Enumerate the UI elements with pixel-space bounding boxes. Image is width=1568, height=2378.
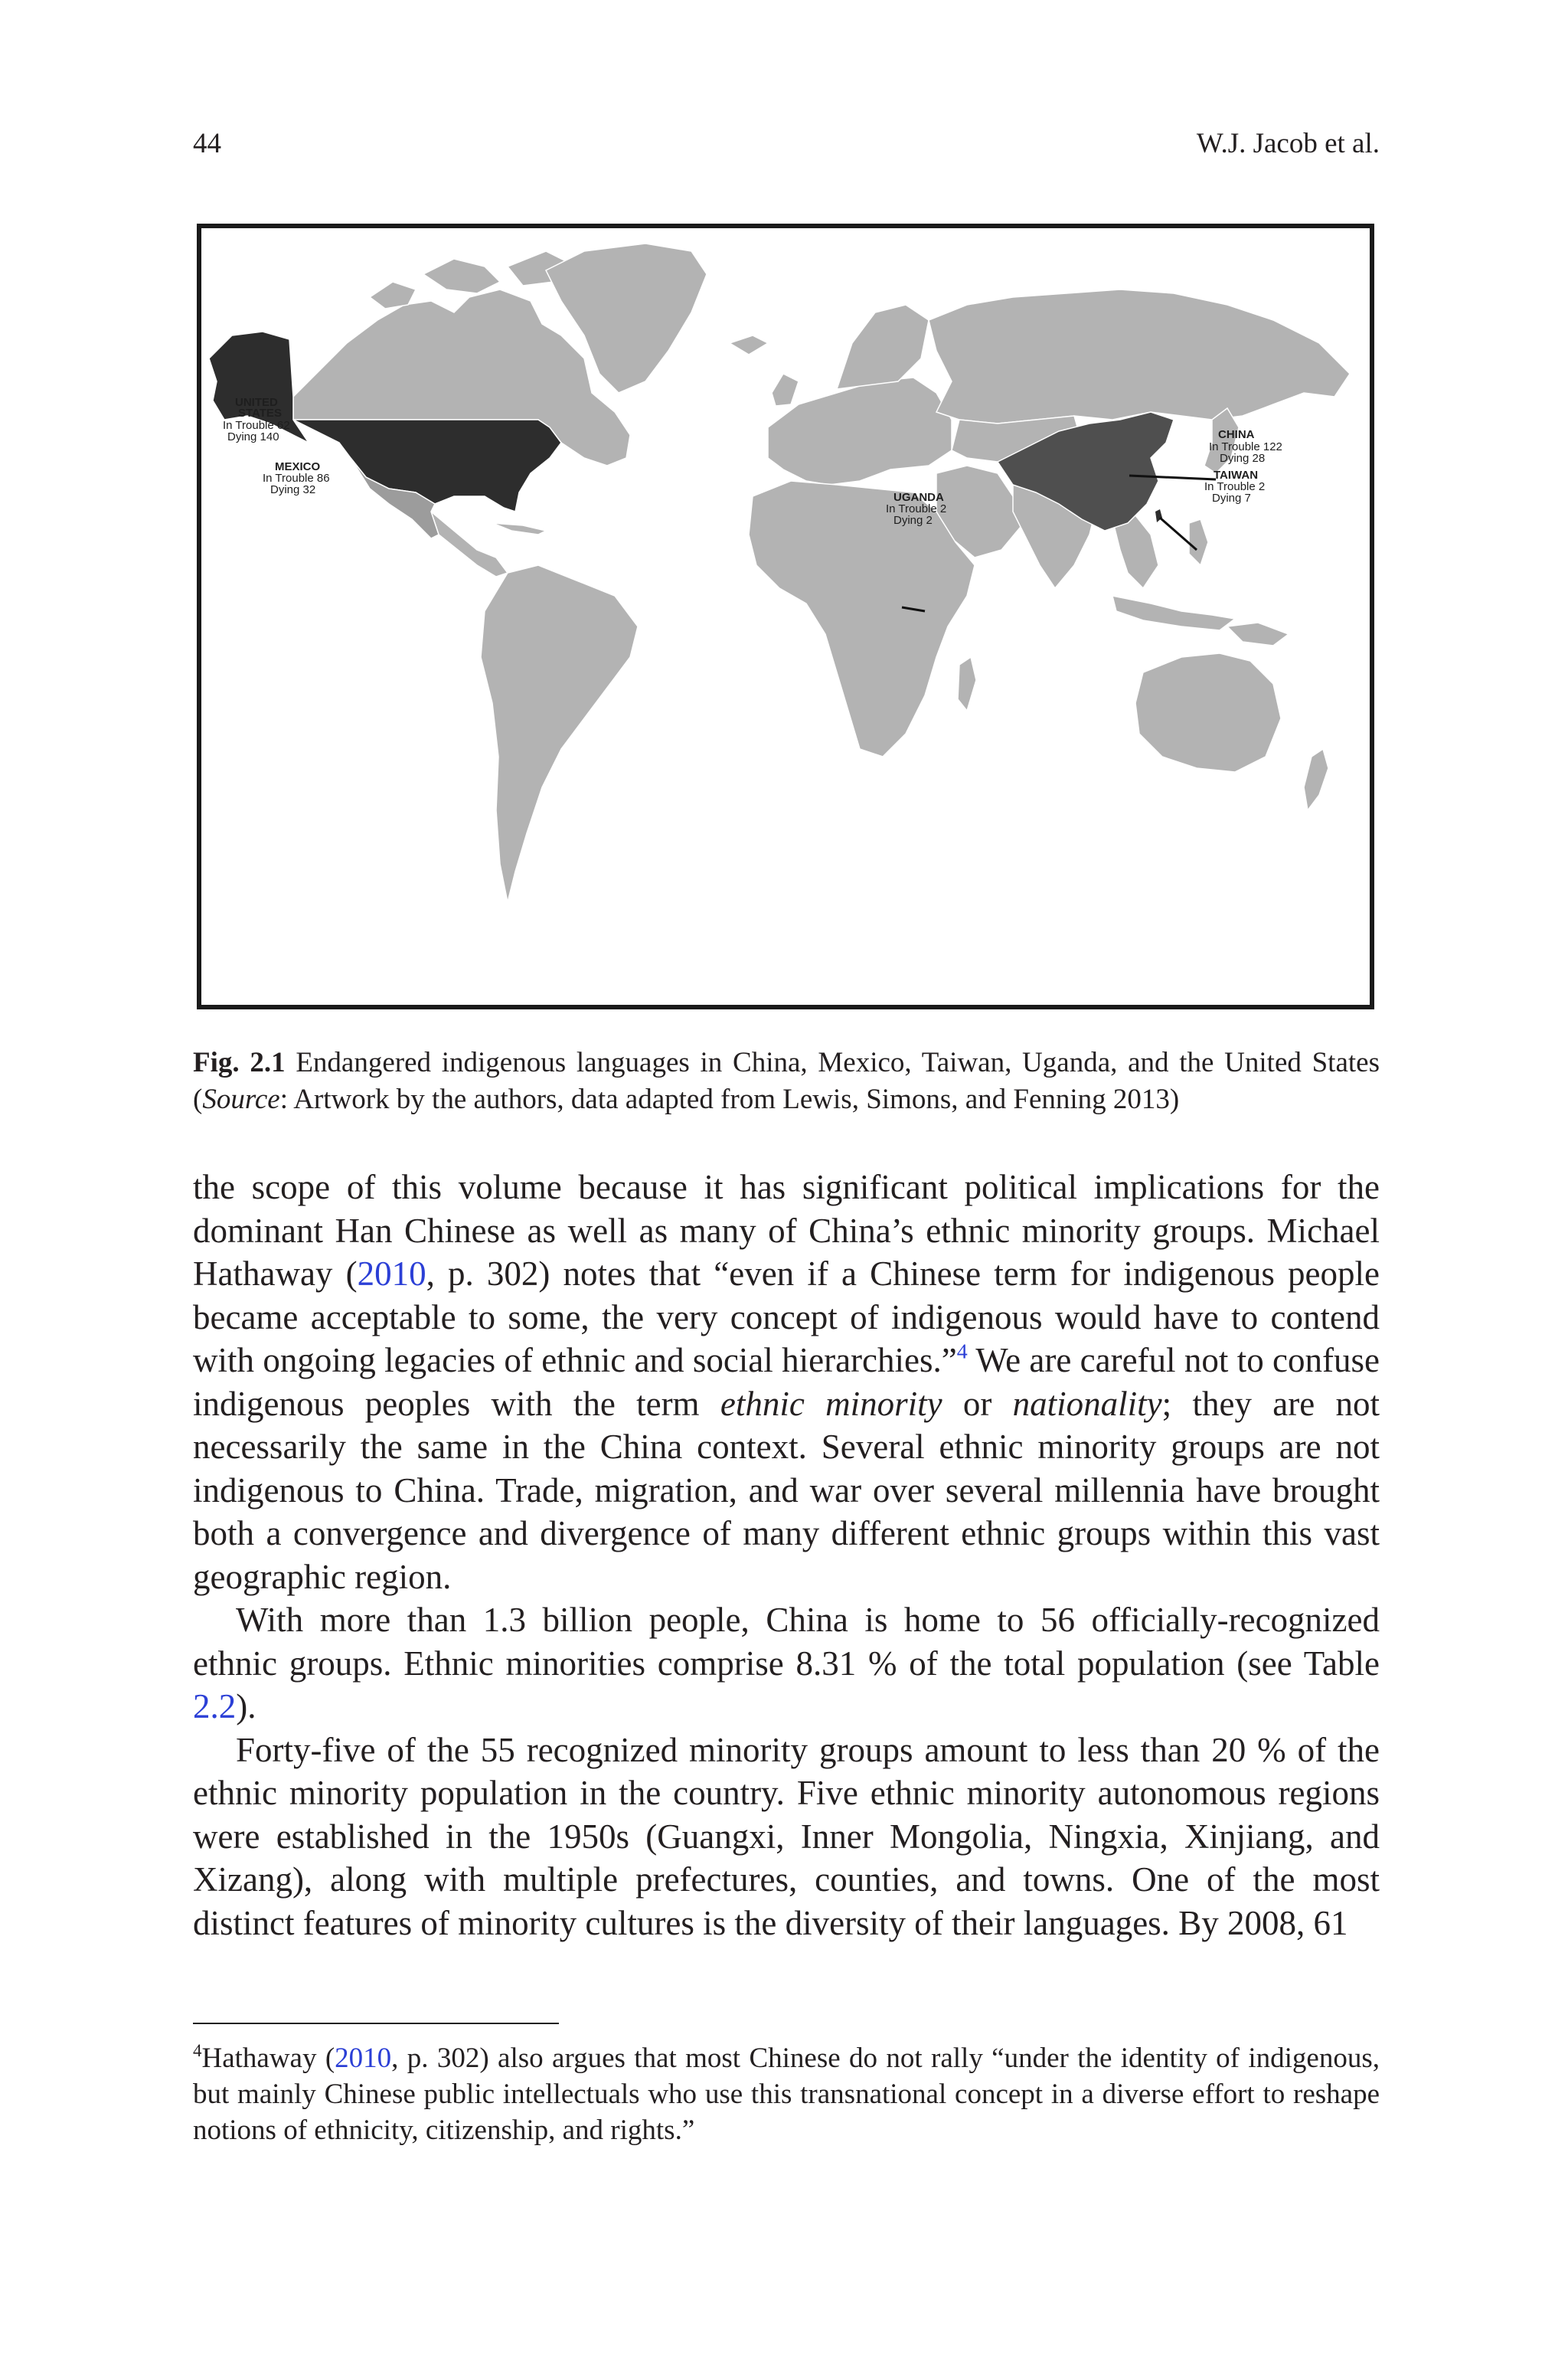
mexico-label-dying: Dying 32 [270,483,316,496]
australia [1135,653,1281,772]
footnote: $^4$Hathaway (2010, p. 302) also argues that most Chinese do not rally “under the identity of indigenous, but mainly Chinese public intellectuals who use this transnational concept in a diverse effort to reshape notions of ethnicity, citizenship, and rights.” [193,2040,1380,2146]
us-label-name1: UNITED [235,396,278,409]
figure-caption: Fig. 2.1 Endangered indigenous languages in China, Mexico, Taiwan, Uganda, and the United States (Source: Artwork by the authors, data adapted from Lewis, Simons, and Fenning 2013) [193,1047,1380,1115]
paragraph-1: the scope of this volume because it has significant political implications for the dominant Han Chinese as well as many of China’s ethnic minority groups. Michael Hathaway (2010, p. 302) notes that “even if a Chinese term for indigenous people became acceptable to some, the very concept of indigenous would have to contend with ongoing legacies of ethnic and social hierarchies.”$^4$ We are careful not to confuse indigenous peoples with the term ethnic minority or nationality; they are not necessarily the same in the China context. Several ethnic minority groups are not indigenous to China. Trade, migration, and war over several millennia have brought both a convergence and divergence of many different ethnic groups within this vast geographic region. [193,1168,1380,1596]
central-america [431,512,508,577]
taiwan-label-trouble: In Trouble 2 [1204,480,1266,493]
footnote-citation-link[interactable]: 2010 [335,2043,392,2074]
europe [768,378,952,485]
footnote-ref-4[interactable]: 4 [956,1339,968,1364]
china-label-trouble: In Trouble 122 [1209,440,1282,453]
citation-link-2010[interactable]: 2010 [357,1254,426,1293]
us-label-name2: STATES [238,407,282,420]
china-label-name: CHINA [1218,428,1255,441]
new-zealand [1304,749,1328,810]
mexico-label-name: MEXICO [275,460,321,473]
south-america [481,565,638,902]
uganda-label-name: UGANDA [893,491,944,504]
uganda-label-trouble: In Trouble 2 [886,502,947,515]
uganda-label-dying: Dying 2 [893,514,933,527]
mexico-label-trouble: In Trouble 86 [263,472,330,485]
africa [749,481,975,757]
running-head-authors: W.J. Jacob et al. [1196,128,1380,159]
paragraph-3: Forty-five of the 55 recognized minority groups amount to less than 20 % of the ethnic minority population in the country. Five ethnic minority autonomous regions were established in the 1950s (Guangxi, Inner Mongolia, Ningxia, Xinjiang, and Xizang), along with multiple prefectures, counties, and towns. One of the most distinct features of minority cultures is the diversity of their languages. By 2008, 61 [193,1730,1380,1942]
figure-label: Fig. 2.1 [193,1047,286,1078]
scandinavia [837,305,929,389]
caribbean [492,523,546,535]
madagascar [958,657,976,711]
usa-mainland [293,420,561,512]
table-ref-link[interactable]: 2.2 [193,1687,237,1725]
page-number: 44 [193,128,221,159]
indonesia [1112,596,1235,630]
footnote-number: 4 [193,2040,202,2060]
footnote-divider [193,2023,559,2024]
us-label-trouble: In Trouble 62 [223,419,290,432]
taiwan-label-dying: Dying 7 [1212,492,1251,505]
taiwan-label-name: TAIWAN [1214,469,1259,482]
philippines [1189,519,1208,565]
figure-map [197,224,1374,1009]
new-guinea [1227,623,1289,646]
body-text [193,1166,1380,1945]
us-label-dying: Dying 140 [227,430,279,443]
china-label-dying: Dying 28 [1220,452,1266,465]
russia [929,289,1350,424]
taiwan-landmass [1155,509,1162,522]
paragraph-2: With more than 1.3 billion people, China is home to 56 officially-recognized ethnic groups. Ethnic minorities comprise 8.31 % of the total population (see Table 2.2). [193,1601,1380,1725]
uk-iceland [730,335,799,406]
